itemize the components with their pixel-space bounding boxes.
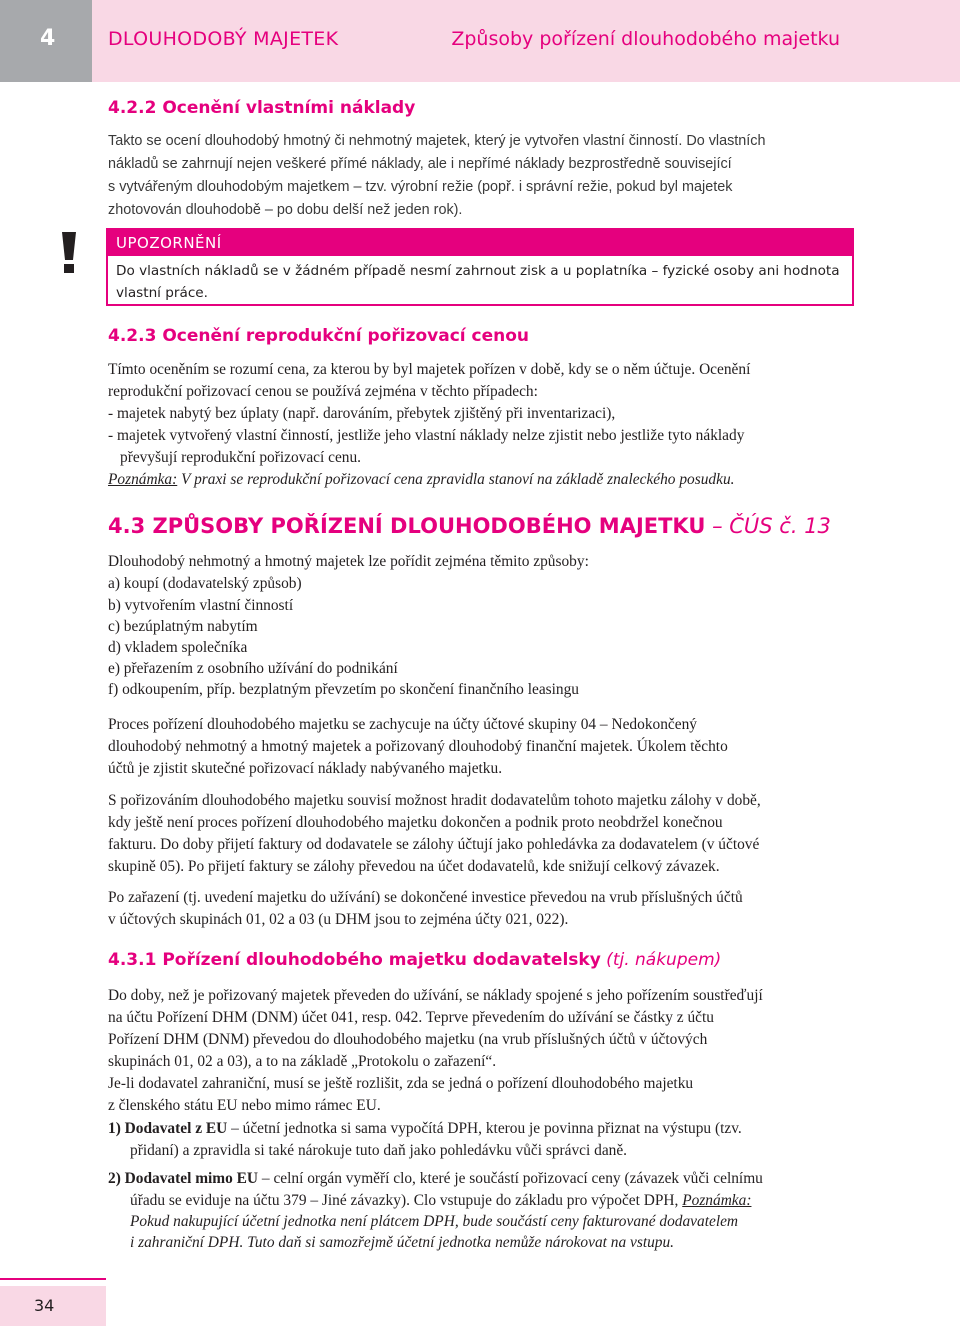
- list-item: b) vytvořením vlastní činností: [108, 597, 294, 614]
- paragraph-line: skupině 05). Po přijetí faktury se zálohy převedou na účet dodavatelů, kde snižují celkový závazek.: [108, 858, 720, 875]
- paragraph-line: skupinách 01, 02 a 03), a to na základě „Protokolu o zařazení“.: [108, 1053, 497, 1070]
- exclamation-icon: [52, 230, 86, 274]
- list-item: e) přeřazením z osobního užívání do podnikání: [108, 660, 398, 677]
- paragraph-line: nákladů se zahrnují nejen veškeré přímé náklady, ale i nepřímé náklady bezprostředně související: [108, 156, 732, 172]
- paragraph-line: Proces pořízení dlouhodobého majetku se zachycuje na účty účtové skupiny 04 – Nedokončený: [108, 716, 697, 733]
- numbered-item-2: [108, 1168, 853, 1190]
- paragraph-line: Tímto oceněním se rozumí cena, za kterou by byl majetek pořízen v době, kdy se o něm účtuje. Ocenění: [108, 361, 751, 378]
- heading-4-3-1: [108, 950, 721, 970]
- paragraph-line: S pořizováním dlouhodobého majetku souvisí možnost hradit dodavatelům tohoto majetku zálohy v době,: [108, 792, 761, 809]
- section-title: Způsoby pořízení dlouhodobého majetku: [451, 28, 840, 50]
- chapter-title: DLOUHODOBÝ MAJETEK: [108, 28, 339, 50]
- heading-4-3: [108, 514, 831, 538]
- item-continuation: přidaní) a zpravidla si také nárokuje tuto daň jako pohledávku vůči správci daně.: [130, 1142, 628, 1159]
- heading-reference: – ČÚS č. 13: [705, 514, 831, 538]
- paragraph-line: na účtu Pořízení DHM (DNM) účet 041, resp. 042. Teprve převedením do užívání se částky z účtu: [108, 1009, 714, 1026]
- paragraph-line: z členského státu EU nebo mimo rámec EU.: [108, 1097, 381, 1114]
- paragraph-line: zhotovován dlouhodobě – po dobu delší než jeden rok).: [108, 202, 463, 218]
- warning-line: vlastní práce.: [116, 285, 208, 301]
- warning-text: [116, 260, 846, 304]
- list-item: - majetek nabytý bez úplaty (např. darováním, přebytek zjištěný při inventarizaci),: [108, 405, 616, 422]
- paragraph-line: Do doby, než je pořizovaný majetek převeden do užívání, se náklady spojené s jeho pořízením soustřeďují: [108, 987, 763, 1004]
- paragraph-line: účtů je zjistit skutečné pořizovací náklady nabývaného majetku.: [108, 760, 503, 777]
- item-continuation: [130, 1190, 875, 1212]
- heading-text: 4.3.1 Pořízení dlouhodobého majetku dodavatelsky: [108, 950, 601, 970]
- paragraph-line: Takto se ocení dlouhodobý hmotný či nehmotný majetek, který je vytvořen vlastní činností. Do vlastních: [108, 133, 766, 149]
- paragraph-line: Po zařazení (tj. uvedení majetku do užívání) se dokončené investice převedou na vrub příslušných účtů: [108, 889, 743, 906]
- paragraph-line: s vytvářeným dlouhodobým majetkem – tzv. výrobní režie (popř. i správní režie, pokud byl majetek: [108, 179, 733, 195]
- numbered-item-1: [108, 1118, 853, 1140]
- item-label: 1) Dodavatel z EU: [108, 1120, 228, 1137]
- heading-4-2-2: 4.2.2 Ocenění vlastními náklady: [108, 98, 416, 118]
- note-label: Poznámka:: [682, 1192, 752, 1209]
- paragraph-line: reprodukční pořizovací cenou se používá zejména v těchto případech:: [108, 383, 538, 400]
- paragraph-line: Dlouhodobý nehmotný a hmotný majetek lze pořídit zejména těmito způsoby:: [108, 553, 589, 570]
- paragraph-line: v účtových skupinách 01, 02 a 03 (u DHM jsou to zejména účty 021, 022).: [108, 911, 569, 928]
- paragraph-line: kdy ještě není proces pořízení dlouhodobého majetku dokončen a podnik proto neobdržel konečnou: [108, 814, 723, 831]
- heading-4-2-3: 4.2.3 Ocenění reprodukční pořizovací cenou: [108, 326, 530, 346]
- page-number: 34: [34, 1296, 55, 1315]
- item-text: – účetní jednotka si sama vypočítá DPH, kterou je povinna přiznat na výstupu (tzv.: [227, 1120, 742, 1137]
- paragraph-line: fakturu. Do doby přijetí faktury od dodavatele se zálohy účtují jako pohledávka za dodavatelem (v účtové: [108, 836, 760, 853]
- item-label: 2) Dodavatel mimo EU: [108, 1170, 259, 1187]
- item-note: Pokud nakupující účetní jednotka není plátcem DPH, bude součástí ceny fakturované dodavatelem: [130, 1213, 739, 1230]
- paragraph-line: Je-li dodavatel zahraniční, musí se ještě rozlišit, zda se jedná o pořízení dlouhodobého majetku: [108, 1075, 694, 1092]
- warning-title: UPOZORNĚNÍ: [116, 234, 222, 252]
- chapter-number: 4: [40, 26, 56, 51]
- page-number-box: [0, 1286, 106, 1326]
- footer-rule: [0, 1278, 106, 1280]
- list-item: a) koupí (dodavatelský způsob): [108, 575, 302, 592]
- list-item: f) odkoupením, příp. bezplatným převzetím po skončení finančního leasingu: [108, 681, 579, 698]
- warning-box: [106, 228, 854, 306]
- heading-text: 4.3 ZPŮSOBY POŘÍZENÍ DLOUHODOBÉHO MAJETKU: [108, 514, 706, 538]
- list-item: - majetek vytvořený vlastní činností, jestliže jeho vlastní náklady nelze zjistit nebo jestliže tyto náklady: [108, 427, 745, 444]
- note-label: Poznámka:: [108, 471, 178, 488]
- list-item: c) bezúplatným nabytím: [108, 618, 258, 635]
- note: [108, 469, 853, 491]
- list-item: d) vkladem společníka: [108, 639, 248, 656]
- warning-title-bar: [108, 230, 852, 256]
- paragraph-line: dlouhodobý nehmotný a hmotný majetek a pořizovaný dlouhodobý finanční majetek. Úkolem těchto: [108, 738, 728, 755]
- chapter-number-box: [0, 0, 92, 82]
- list-item-continuation: převyšují reprodukční pořizovací cenu.: [120, 449, 362, 466]
- paragraph-line: Pořízení DHM (DNM) převedou do dlouhodobého majetku (na vrub příslušných účtů v účtových: [108, 1031, 708, 1048]
- note-text: V praxi se reprodukční pořizovací cena zpravidla stanoví na základě znaleckého posudku.: [177, 471, 735, 488]
- item-text: úřadu se eviduje na účtu 379 – Jiné závazky). Clo vstupuje do základu pro výpočet DPH,: [130, 1192, 683, 1209]
- item-text: – celní orgán vyměří clo, které je součástí pořizovací ceny (závazek vůči celnímu: [258, 1170, 763, 1187]
- item-note: i zahraniční DPH. Tuto daň si samozřejmě účetní jednotka nemůže nárokovat na vstupu.: [130, 1234, 675, 1251]
- heading-reference: (tj. nákupem): [600, 950, 722, 970]
- warning-line: Do vlastních nákladů se v žádném případě nesmí zahrnout zisk a u poplatníka – fyzické osoby ani hodnota: [116, 263, 840, 279]
